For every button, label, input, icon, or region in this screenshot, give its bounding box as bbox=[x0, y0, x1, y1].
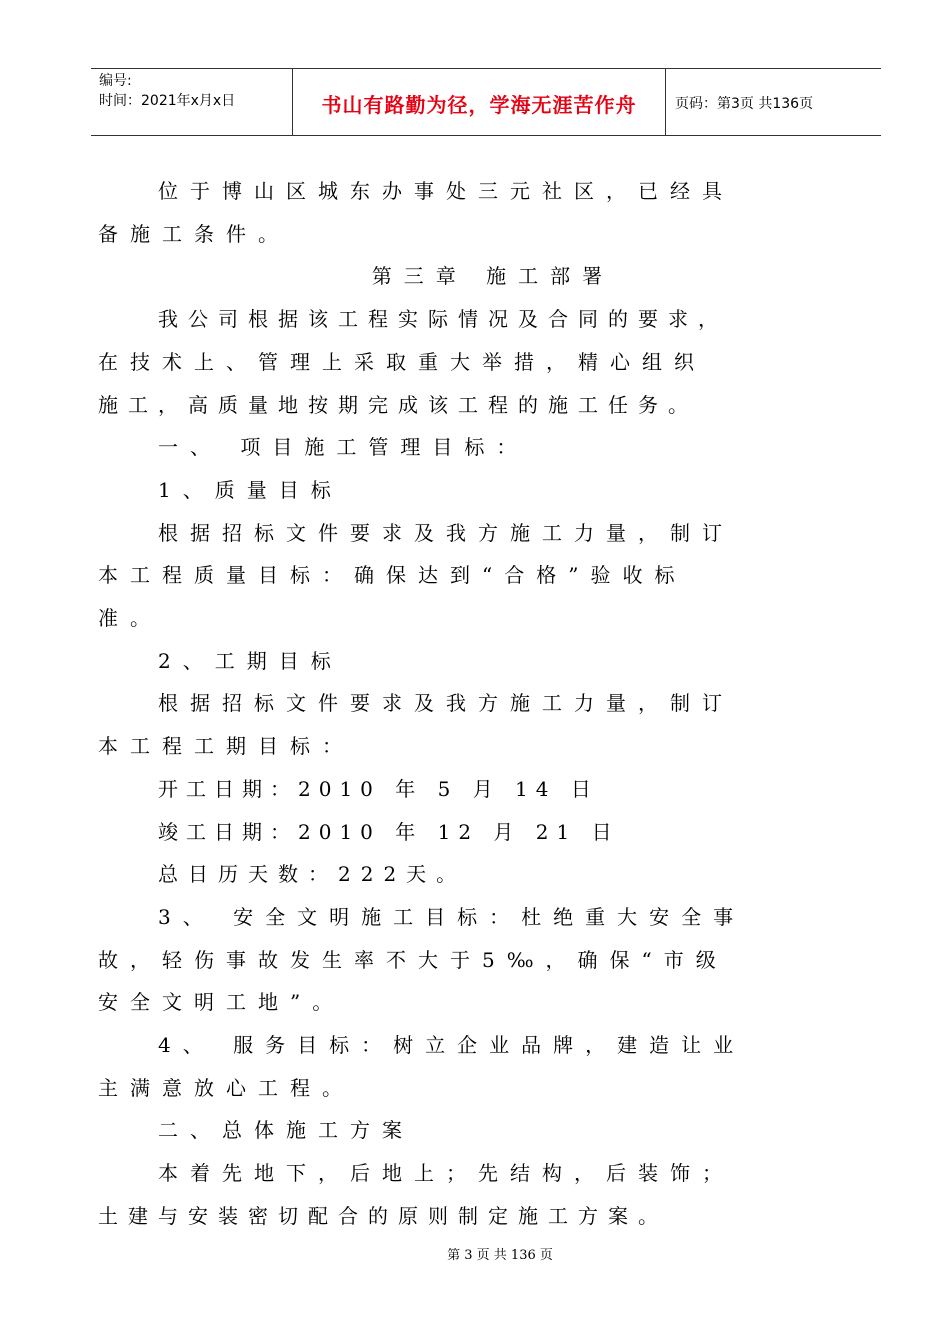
header-divider-right bbox=[665, 69, 666, 135]
section-heading: 二、总体施工方案 bbox=[158, 1118, 414, 1143]
body-line: 在技术上、管理上采取重大举措，精心组织 bbox=[98, 349, 706, 374]
header-motto: 书山有路勤为径，学海无涯苦作舟 bbox=[321, 92, 637, 117]
body-line: 安全文明工地”。 bbox=[98, 990, 345, 1015]
header-time-label: 时间：2021年x月x日 bbox=[99, 93, 236, 109]
start-date-line: 开工日期：2010 年 5 月 14 日 bbox=[158, 776, 599, 801]
body-line: 备施工条件。 bbox=[98, 221, 290, 246]
body-line: 位于博山区城东办事处三元社区，已经具 bbox=[158, 179, 734, 203]
chapter-heading: 第三章 施工部署 bbox=[371, 264, 615, 289]
page-footer: 第 3 页 共 136 页 bbox=[447, 1248, 553, 1263]
body-line: 根据招标文件要求及我方施工力量，制订 bbox=[158, 520, 734, 545]
body-line: 根据招标文件要求及我方施工力量，制订 bbox=[158, 691, 734, 716]
body-line: 本工程工期目标： bbox=[98, 734, 354, 759]
header-meta bbox=[99, 71, 235, 111]
body-line: 土建与安装密切配合的原则制定施工方案。 bbox=[98, 1203, 668, 1228]
end-date-line: 竣工日期：2010 年 12 月 21 日 bbox=[158, 819, 620, 844]
body-line: 故，轻伤事故发生率不大于5‰，确保“市级 bbox=[98, 947, 728, 972]
subsection-heading: 1、质量目标 bbox=[158, 477, 343, 502]
body-line: 主满意放心工程。 bbox=[98, 1075, 354, 1100]
total-days-line: 总日历天数：222天。 bbox=[158, 862, 467, 887]
header-table bbox=[91, 68, 881, 136]
subsection-heading: 4、 服务目标：树立企业品牌，建造让业 bbox=[158, 1033, 746, 1057]
body-line: 准。 bbox=[98, 606, 162, 630]
body-line: 我公司根据该工程实际情况及合同的要求， bbox=[158, 307, 728, 332]
body-line: 施工，高质量地按期完成该工程的施工任务。 bbox=[98, 392, 698, 417]
subsection-heading: 3、 安全文明施工目标：杜绝重大安全事 bbox=[158, 904, 746, 929]
header-code-label: 编号: bbox=[99, 73, 132, 89]
section-heading: 一、 项目施工管理目标： bbox=[158, 435, 529, 460]
body-line: 本着先地下，后地上；先结构，后装饰； bbox=[158, 1161, 734, 1186]
header-page-info: 页码：第3页 共136页 bbox=[675, 96, 814, 112]
subsection-heading: 2、工期目标 bbox=[158, 648, 343, 673]
body-line: 本工程质量目标：确保达到“合格”验收标 bbox=[98, 563, 687, 588]
